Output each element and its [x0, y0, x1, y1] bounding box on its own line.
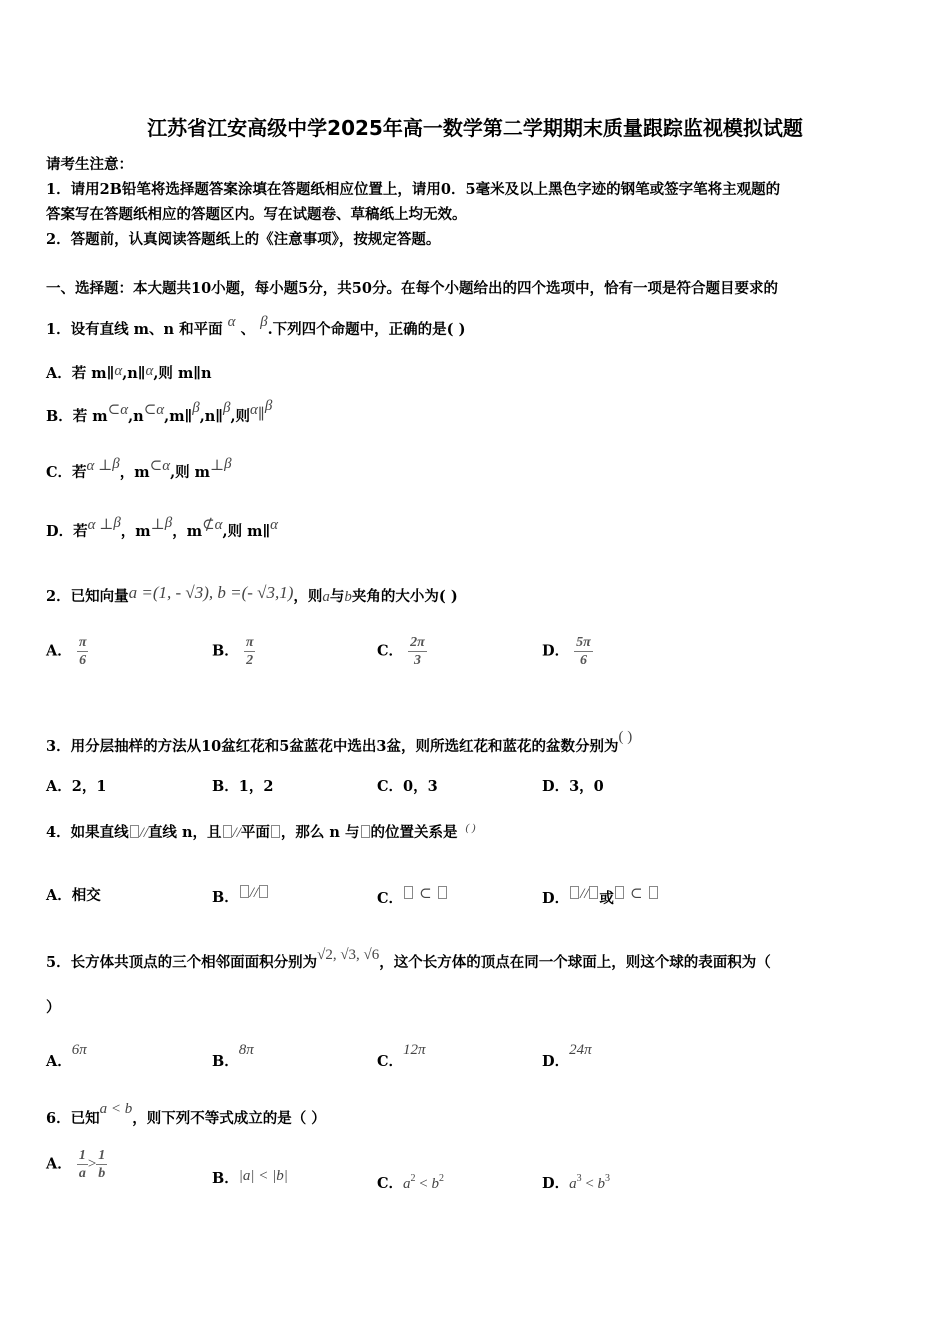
alpha-symbol: α [145, 363, 154, 379]
q6-option-b[interactable] [212, 1167, 288, 1188]
question-2-stem [46, 583, 458, 606]
alpha-symbol: α [156, 402, 165, 418]
q6-option-a[interactable] [46, 1147, 107, 1182]
numerator: π [245, 635, 254, 650]
q1-d-text: D．若 [46, 523, 88, 540]
q5-close-paren: ） [46, 999, 61, 1016]
placeholder-box [615, 886, 624, 899]
numerator: 1 [78, 1148, 86, 1163]
placeholder-box [240, 885, 249, 898]
denominator: a [78, 1166, 86, 1181]
section-heading: 一、选择题：本大题共10小题，每小题5分，共50分。在每个小题给出的四个选项中，恰有一项是符合题目要求的 [46, 280, 778, 297]
q4-stem-5: 的位置关系是 [370, 824, 458, 841]
question-4-stem [46, 821, 476, 842]
q5-stem-text: 长方体共顶点的三个相邻面面积分别为 [70, 954, 318, 971]
q1-stem-part: 设有直线 m、n 和平面 [70, 321, 223, 338]
denominator: b [98, 1166, 106, 1181]
alpha-symbol: α [250, 402, 258, 418]
q1-a-text2: ,n∥ [122, 365, 146, 382]
beta-symbol: β [264, 398, 273, 414]
numerator: π [78, 635, 87, 650]
denominator: 2 [246, 653, 254, 668]
q4-answer-paren: ( ) [465, 822, 476, 834]
q5-option-d[interactable] [542, 1042, 592, 1071]
question-6-stem [46, 1101, 326, 1128]
q5-d-label: D． [542, 1053, 570, 1070]
q2-c-fraction [408, 634, 427, 669]
q1-stem-sep: 、 [240, 321, 256, 338]
q1-a-text3: ,则 m∥n [153, 365, 212, 382]
q6-stem-text2: ，则下列不等式成立的是（ ） [132, 1110, 326, 1127]
q2-vectors: a =(1, - √3), b =(- √3,1) [128, 583, 294, 602]
q1-number: 1． [46, 321, 71, 338]
q6-d-label: D． [542, 1175, 570, 1192]
q4-or: 或 [599, 890, 614, 907]
q1-c-text: C．若 [46, 464, 87, 481]
subset-symbol: ⊂ [143, 402, 157, 418]
q6-d-exp: 3 [576, 1173, 582, 1184]
less-than-symbol: < [415, 1176, 432, 1192]
alpha-symbol: α [87, 517, 96, 533]
q5-d-value: 24π [569, 1042, 592, 1058]
q1-b-text3: ,m∥ [164, 408, 193, 425]
q2-number: 2． [46, 588, 71, 605]
subset-symbol: ⊂ [419, 886, 432, 902]
q2-stem-text3: 夹角的大小为( ) [351, 588, 458, 605]
numerator: 2π [410, 635, 425, 650]
q5-option-b[interactable] [212, 1042, 254, 1071]
q1-b-text: B．若 m [46, 408, 108, 425]
q3-stem-text: 用分层抽样的方法从10盆红花和5盆蓝花中选出3盆，则所选红花和蓝花的盆数分别为 [70, 738, 619, 755]
q4-number: 4． [46, 824, 71, 841]
q3-number: 3． [46, 738, 71, 755]
q4-stem-2: 直线 n，且 [147, 824, 222, 841]
alpha-symbol: α [162, 458, 171, 474]
q2-d-fraction [574, 634, 593, 669]
alpha-symbol: α [270, 517, 279, 533]
placeholder-box [404, 886, 413, 899]
q2-stem-text: 已知向量 [70, 588, 129, 605]
q4-option-a[interactable]: A．相交 [46, 887, 101, 904]
q6-a-label: A． [46, 1155, 72, 1173]
q6-option-d[interactable] [542, 1172, 610, 1193]
q1-option-b[interactable] [46, 398, 272, 426]
q2-vec-a: a [322, 589, 330, 605]
alpha-symbol: α [227, 314, 236, 330]
q4-stem-4: ，那么 n 与 [280, 824, 360, 841]
alpha-symbol: α [214, 517, 223, 533]
q6-c-base-b: b [431, 1176, 440, 1192]
parallel-symbol: // [232, 825, 241, 841]
beta-symbol: β [113, 515, 121, 531]
subset-symbol: ⊂ [149, 458, 163, 474]
q1-option-a[interactable] [46, 362, 212, 383]
greater-than-symbol: > [87, 1156, 97, 1172]
q1-a-text: A．若 m∥ [46, 365, 115, 382]
q2-vec-b: b [344, 589, 352, 605]
q4-c-label: C． [377, 890, 404, 907]
q4-stem-1: 如果直线 [70, 824, 129, 841]
q2-a-fraction [77, 634, 89, 669]
q3-option-d[interactable]: D．3，0 [542, 778, 604, 795]
parallel-symbol: ∥ [257, 407, 265, 423]
q4-d-label: D． [542, 890, 570, 907]
question-5-stem [46, 947, 771, 972]
q1-b-text4: ,n∥ [199, 408, 223, 425]
notice-line-2: 答案写在答题纸相应的答题区内。写在试题卷、草稿纸上均无效。 [46, 206, 467, 223]
denominator: 6 [79, 653, 87, 668]
beta-symbol: β [112, 456, 120, 472]
q1-d-text3: ，m [172, 523, 203, 540]
q5-b-label: B． [212, 1053, 239, 1070]
q1-b-text5: ,则 [230, 408, 251, 425]
alpha-symbol: α [114, 363, 123, 379]
perp-symbol: ⊥ [210, 458, 225, 474]
q6-b-label: B． [212, 1170, 239, 1187]
q1-d-text4: ,则 m∥ [222, 523, 271, 540]
q6-d-exp: 3 [605, 1173, 611, 1184]
less-than-symbol: < [581, 1176, 598, 1192]
q2-option-c[interactable] [377, 634, 427, 669]
numerator: 1 [98, 1148, 106, 1163]
placeholder-box [589, 886, 598, 899]
q1-option-d[interactable] [46, 515, 278, 541]
q6-c-label: C． [377, 1175, 404, 1192]
beta-symbol: β [164, 515, 173, 531]
q5-number: 5． [46, 954, 71, 971]
placeholder-box [271, 825, 280, 838]
not-subset-symbol: ⊄ [202, 517, 215, 533]
q4-b-label: B． [212, 889, 239, 906]
page-title: 江苏省江安高级中学2025年高一数学第二学期期末质量跟踪监视模拟试题 [147, 116, 803, 140]
q5-roots: √2, √3, √6 [317, 947, 380, 963]
q2-a-label: A． [46, 642, 72, 660]
q5-c-label: C． [377, 1053, 404, 1070]
denominator: 6 [579, 653, 587, 668]
placeholder-box [259, 885, 268, 898]
q6-d-base-b: b [597, 1176, 606, 1192]
q5-a-label: A． [46, 1053, 72, 1070]
perp-symbol: ⊥ [99, 517, 114, 533]
placeholder-box [570, 886, 579, 899]
parallel-symbol: // [580, 886, 589, 902]
q2-option-b[interactable] [212, 634, 255, 669]
q2-b-label: B． [212, 642, 239, 660]
q4-stem-3: 平面 [240, 824, 270, 841]
beta-symbol: β [222, 400, 231, 416]
q2-option-a[interactable] [46, 634, 88, 669]
q4-option-b[interactable] [212, 884, 269, 907]
alpha-symbol: α [120, 402, 129, 418]
q6-d-base-a: a [569, 1176, 577, 1192]
q6-a-frac-right [96, 1147, 107, 1182]
perp-symbol: ⊥ [150, 517, 165, 533]
q6-number: 6． [46, 1110, 71, 1127]
q6-c-exp: 2 [439, 1173, 445, 1184]
q1-b-text2: ,n [128, 408, 144, 425]
q6-a-frac-left [77, 1147, 88, 1182]
q5-a-value: 6π [71, 1042, 87, 1058]
notice-heading: 请考生注意： [46, 156, 133, 173]
q2-stem-text2: ，则 [293, 588, 323, 605]
q2-option-d[interactable] [542, 634, 593, 669]
question-1-stem [46, 314, 465, 339]
q2-b-fraction [244, 634, 256, 669]
q4-option-d[interactable] [542, 884, 659, 908]
parallel-symbol: // [249, 885, 259, 901]
q6-option-c[interactable] [377, 1172, 444, 1193]
q2-c-label: C． [377, 642, 404, 660]
placeholder-box [130, 825, 139, 838]
beta-symbol: β [192, 400, 200, 416]
numerator: 5π [576, 635, 591, 650]
placeholder-box [361, 825, 370, 838]
q5-stem-text2: ，这个长方体的顶点在同一个球面上，则这个球的表面积为（ [379, 954, 771, 971]
q2-d-label: D． [542, 642, 570, 660]
subset-symbol: ⊂ [629, 886, 643, 902]
subset-symbol: ⊂ [107, 402, 121, 418]
q2-with: 与 [329, 588, 345, 605]
placeholder-box [223, 825, 232, 838]
q5-option-c[interactable] [377, 1042, 426, 1071]
notice-line-1: 1．请用2B铅笔将选择题答案涂填在答题纸相应位置上，请用0．5毫米及以上黑色字迹的钢笔或签字笔将主观题的 [46, 181, 781, 198]
q3-answer-paren: ( ) [618, 729, 633, 745]
alpha-symbol: α [86, 458, 95, 474]
q6-stem-text: 已知 [70, 1110, 100, 1127]
placeholder-box [649, 886, 658, 899]
q5-c-value: 12π [403, 1042, 426, 1058]
q1-c-text3: ,则 m [170, 464, 211, 481]
q1-d-text2: ，m [120, 523, 151, 540]
q5-b-value: 8π [238, 1042, 254, 1058]
q6-c-exp: 2 [410, 1173, 416, 1184]
q3-option-c[interactable]: C．0，3 [377, 778, 438, 795]
q4-option-c[interactable] [377, 884, 448, 908]
q1-option-c[interactable] [46, 456, 232, 482]
q3-option-a[interactable]: A．2，1 [46, 778, 107, 795]
beta-symbol: β [224, 456, 232, 472]
denominator: 3 [413, 653, 421, 668]
q6-condition: a < b [99, 1101, 133, 1117]
question-3-stem [46, 729, 632, 756]
perp-symbol: ⊥ [98, 458, 113, 474]
q3-option-b[interactable]: B．1，2 [212, 778, 274, 795]
notice-line-3: 2．答题前，认真阅读答题纸上的《注意事项》，按规定答题。 [46, 231, 441, 248]
parallel-symbol: // [139, 825, 148, 841]
q5-option-a[interactable] [46, 1042, 87, 1071]
q1-c-text2: ，m [119, 464, 150, 481]
beta-symbol: β [260, 314, 268, 330]
q1-stem-end: .下列四个命题中，正确的是( ) [267, 321, 466, 338]
q6-c-base-a: a [403, 1176, 411, 1192]
q6-b-value: |a| < |b| [238, 1168, 288, 1184]
placeholder-box [438, 886, 447, 899]
